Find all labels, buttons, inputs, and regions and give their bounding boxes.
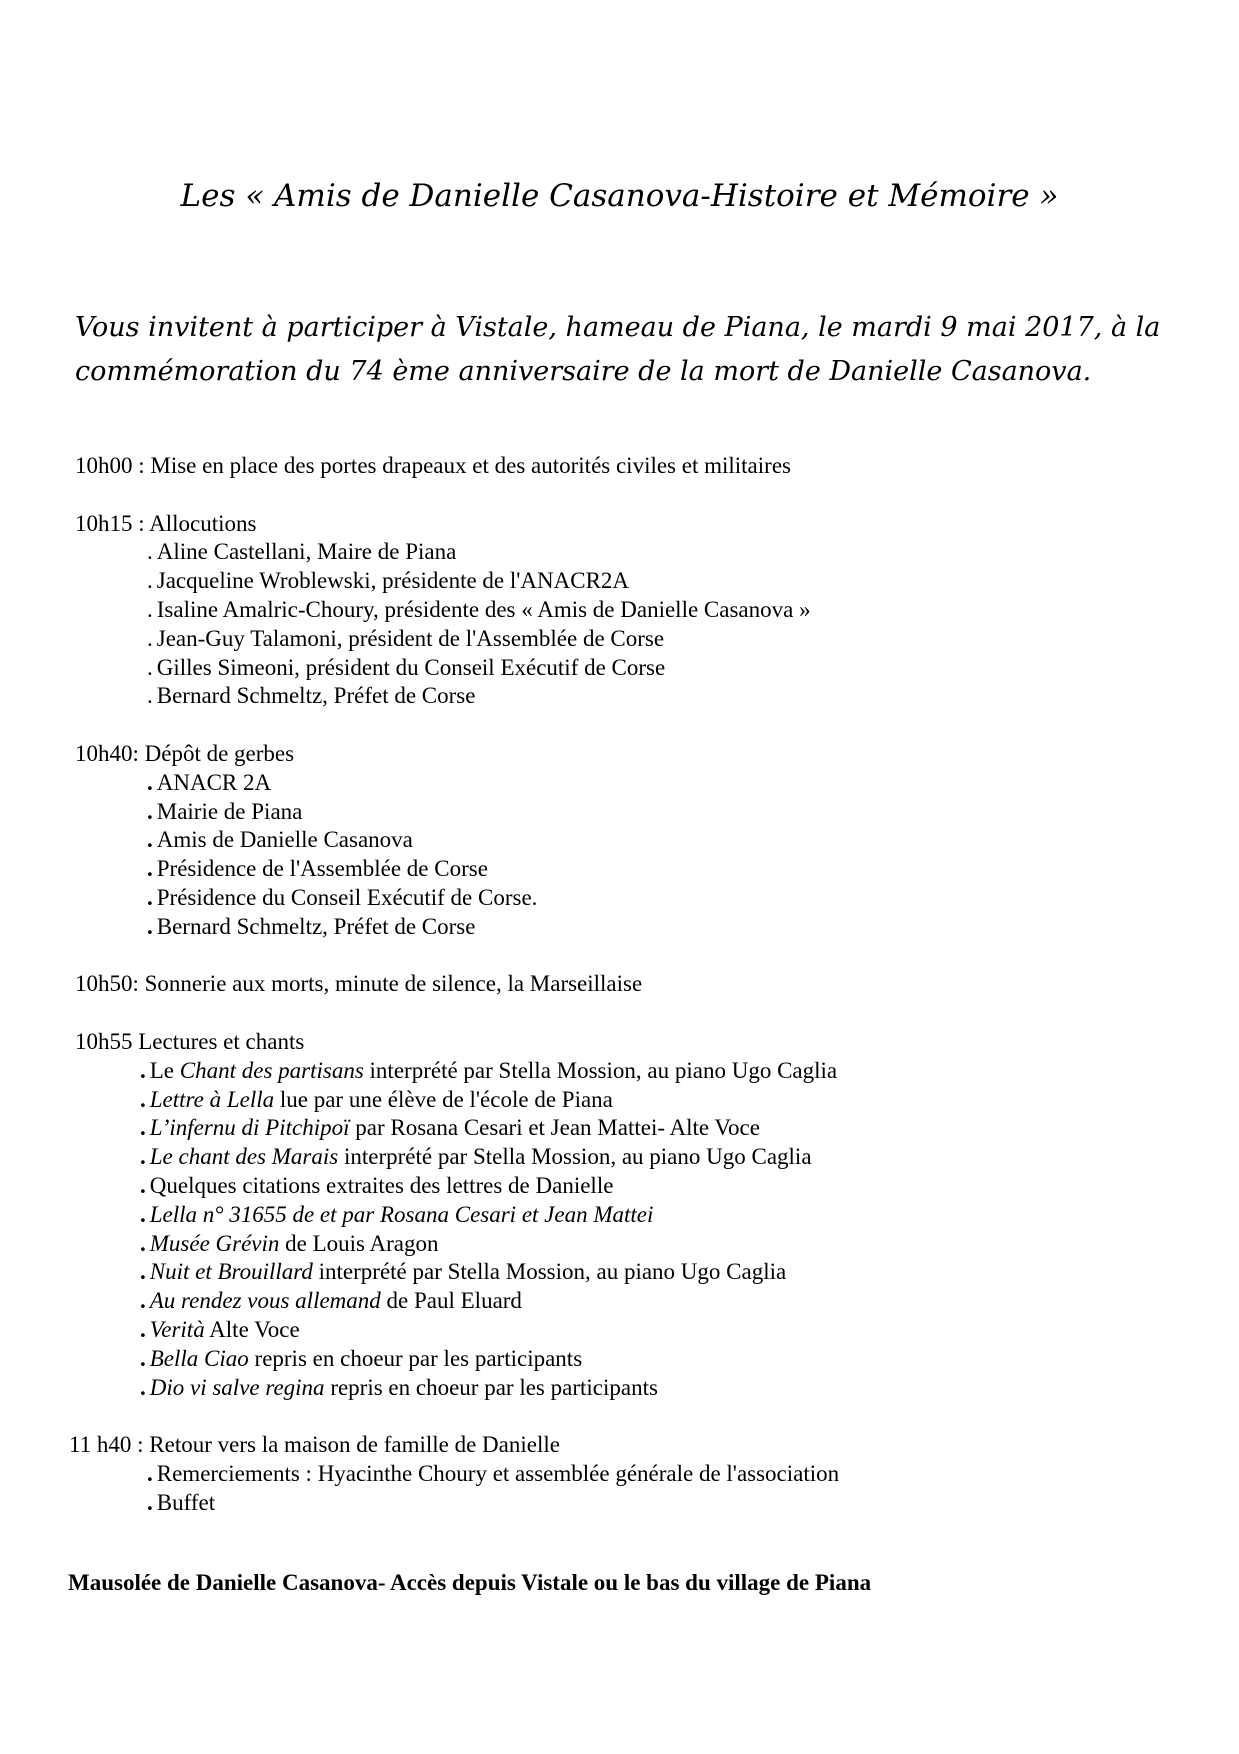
list-item: . Présidence du Conseil Exécutif de Corse. [147,884,538,910]
list-item: . Bernard Schmeltz, Préfet de Corse [147,683,476,709]
program-heading: 11 h40 : Retour vers la maison de famille de Danielle [69,1432,560,1458]
program-heading: 10h15 : Allocutions [75,510,257,536]
bullet: . [147,1460,153,1486]
invitation-text [75,306,1185,394]
bullet: . [140,1201,146,1227]
program [69,452,1175,1546]
bullet: . [140,1374,146,1400]
program-heading: 10h55 Lectures et chants [75,1028,305,1054]
bullet: . [147,769,153,795]
bullet: . [140,1057,146,1083]
invitation-line: commémoration du 74 ème anniversaire de la mort de Danielle Casanova. [75,356,1092,387]
list-item: . Bella Ciao repris en choeur par les participants [140,1345,583,1371]
bullet: . [147,683,153,709]
program-heading: 10h40: Dépôt de gerbes [75,740,295,766]
invitation-line: Vous invitent à participer à Vistale, hameau de Piana, le mardi 9 mai 2017, à la [75,312,1161,343]
bullet: . [147,884,153,910]
bullet: . [140,1316,146,1342]
bullet: . [147,625,153,651]
bullet: . [140,1345,146,1371]
page-title: Les « Amis de Danielle Casanova-Histoire et Mémoire » [180,178,1059,214]
list-item: . Remerciements : Hyacinthe Choury et assemblée générale de l'association [147,1460,840,1486]
bullet: . [140,1230,146,1256]
program-block-sonnerie [75,970,1175,999]
list-item: . Quelques citations extraites des lettres de Danielle [140,1172,614,1198]
bullet: . [147,827,153,853]
list-item: . Mairie de Piana [147,798,303,824]
list-item: . L’infernu di Pitchipoï par Rosana Cesari et Jean Mattei- Alte Voce [140,1115,760,1141]
list-item: . Aline Castellani, Maire de Piana [147,539,457,565]
list-item: . Jacqueline Wroblewski, présidente de l'ANACR2A [147,568,630,594]
list-item: . Buffet [147,1489,216,1515]
program-heading: 10h50: Sonnerie aux morts, minute de silence, la Marseillaise [75,971,643,997]
bullet: . [140,1115,146,1141]
list-item: . Isaline Amalric-Choury, présidente des « Amis de Danielle Casanova » [147,596,811,622]
program-block-gerbes [75,740,1175,942]
program-block-1000 [75,452,1175,481]
list-item: . Au rendez vous allemand de Paul Eluard [140,1288,522,1314]
list-item: . Lettre à Lella lue par une élève de l'école de Piana [140,1086,613,1112]
list-item: . Le chant des Marais interprété par Stella Mossion, au piano Ugo Caglia [140,1144,812,1170]
list-item: . Bernard Schmeltz, Préfet de Corse [147,913,476,939]
bullet: . [140,1259,146,1285]
list-item: . Le Chant des partisans interprété par Stella Mossion, au piano Ugo Caglia [140,1057,838,1083]
bullet: . [147,568,153,594]
bullet: . [147,798,153,824]
list-item: . Amis de Danielle Casanova [147,827,413,853]
program-block-retour [69,1431,1175,1517]
bullet: . [147,856,153,882]
list-item: . Gilles Simeoni, président du Conseil Exécutif de Corse [147,654,666,680]
list-item: . Jean-Guy Talamoni, président de l'Assemblée de Corse [147,625,665,651]
bullet: . [140,1086,146,1112]
list-item: . Lella n° 31655 de et par Rosana Cesari et Jean Mattei [140,1201,654,1227]
list-item: . Présidence de l'Assemblée de Corse [147,856,488,882]
list-item: . Nuit et Brouillard interprété par Stella Mossion, au piano Ugo Caglia [140,1259,787,1285]
bullet: . [140,1288,146,1314]
program-block-lectures [75,1028,1175,1402]
list-item: . Musée Grévin de Louis Aragon [140,1230,439,1256]
footer-note: Mausolée de Danielle Casanova- Accès depuis Vistale ou le bas du village de Piana [68,1570,872,1595]
bullet: . [147,1489,153,1515]
bullet: . [147,539,153,565]
bullet: . [147,596,153,622]
program-block-allocutions [75,510,1175,712]
list-item: . Dio vi salve regina repris en choeur par les participants [140,1374,658,1400]
bullet: . [140,1172,146,1198]
list-item: . ANACR 2A [147,769,272,795]
list-item: . Verità Alte Voce [140,1316,300,1342]
program-heading: 10h00 : Mise en place des portes drapeaux et des autorités civiles et militaires [75,453,791,478]
bullet: . [140,1144,146,1170]
bullet: . [147,654,153,680]
bullet: . [147,913,153,939]
